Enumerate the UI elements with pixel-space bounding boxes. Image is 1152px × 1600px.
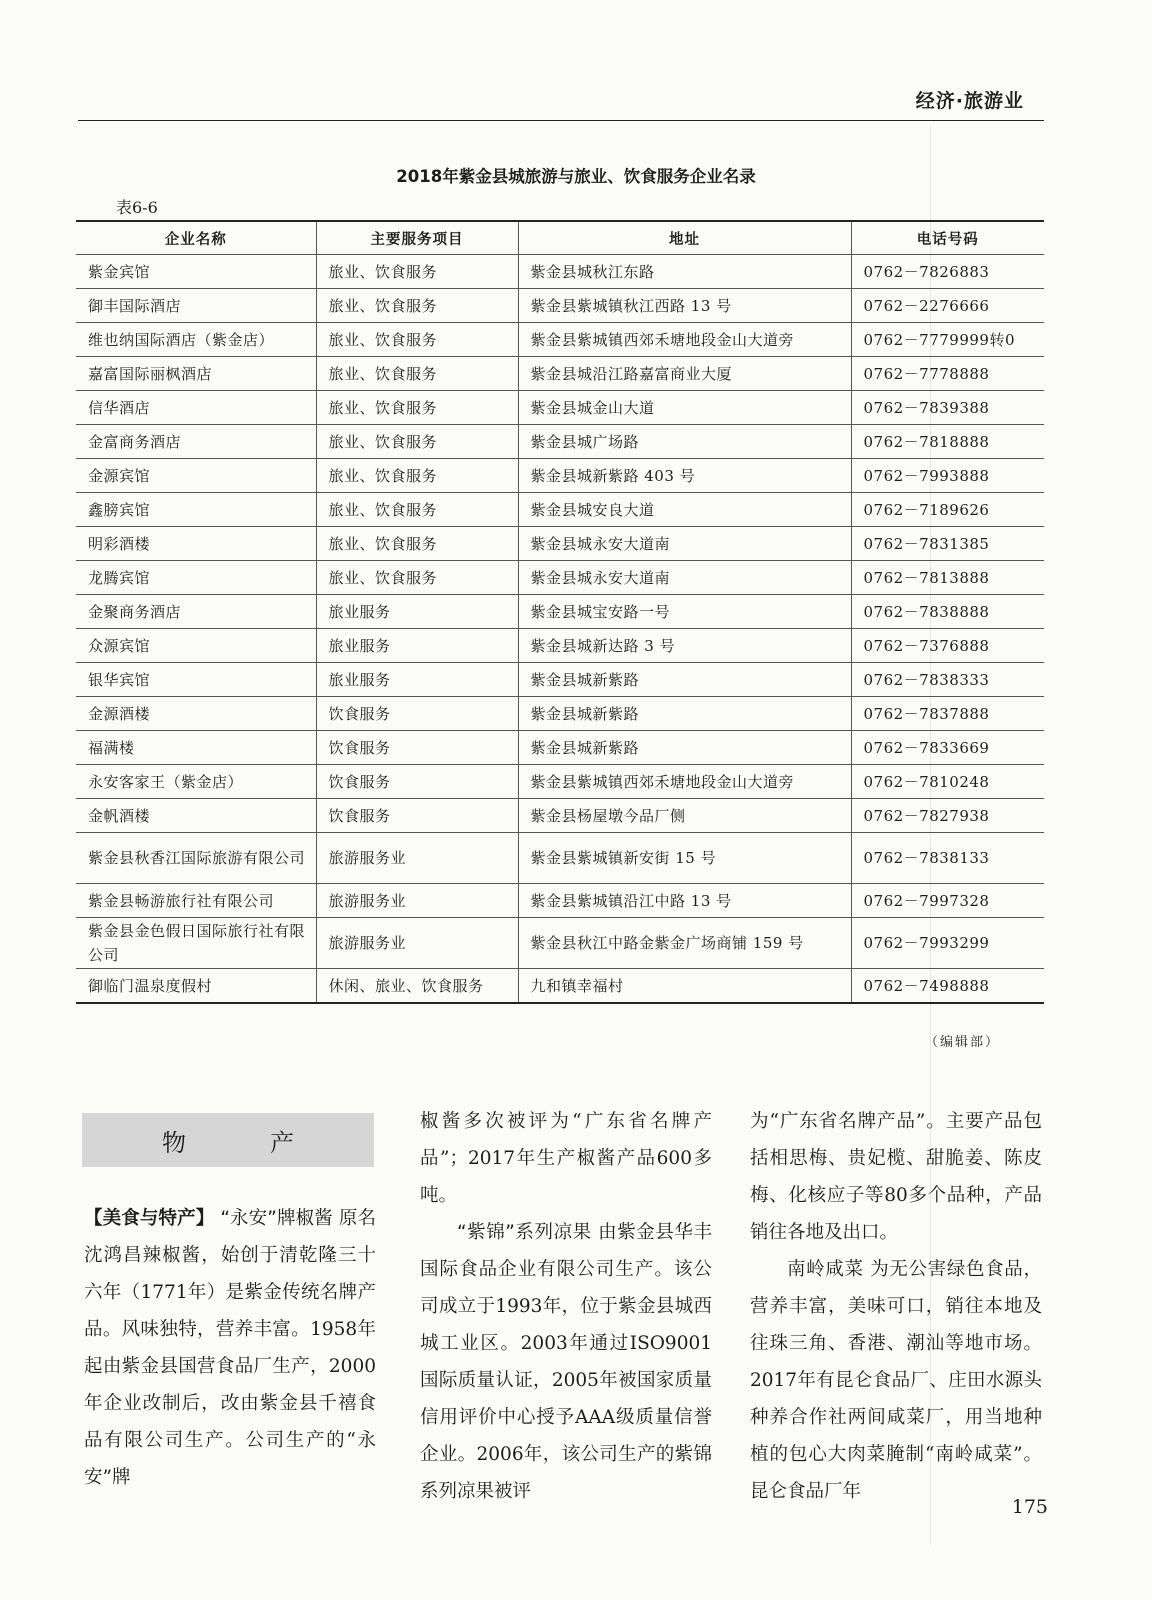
table-cell: 0762－7810248 xyxy=(851,765,1044,799)
table-cell: 饮食服务 xyxy=(316,697,518,731)
table-row xyxy=(76,663,1044,697)
table-cell: 鑫膀宾馆 xyxy=(76,493,316,527)
column-header: 地址 xyxy=(518,221,851,255)
table-label: 表6-6 xyxy=(116,198,158,217)
table-cell: 紫金县城新紫路 xyxy=(518,663,851,697)
table-cell: 众源宾馆 xyxy=(76,629,316,663)
table-cell: 紫金县紫城镇秋江西路 13 号 xyxy=(518,289,851,323)
table-cell: 紫金县城永安大道南 xyxy=(518,561,851,595)
table-cell: 0762－7997328 xyxy=(851,884,1044,918)
table-cell: 紫金县紫城镇西郊禾塘地段金山大道旁 xyxy=(518,323,851,357)
table-cell: 0762－7839388 xyxy=(851,391,1044,425)
table-cell: 维也纳国际酒店（紫金店） xyxy=(76,323,316,357)
table-row xyxy=(76,289,1044,323)
table-cell: 紫金县城秋江东路 xyxy=(518,255,851,289)
table-cell: 旅业、饮食服务 xyxy=(316,391,518,425)
table-cell: 旅业、饮食服务 xyxy=(316,561,518,595)
table-row xyxy=(76,884,1044,918)
table-cell: 紫金县紫城镇新安街 15 号 xyxy=(518,833,851,884)
table-cell: 旅业服务 xyxy=(316,629,518,663)
table-cell: 0762－7376888 xyxy=(851,629,1044,663)
table-cell: 旅业、饮食服务 xyxy=(316,459,518,493)
column-header: 电话号码 xyxy=(851,221,1044,255)
table-cell: 紫金县秋香江国际旅游有限公司 xyxy=(76,833,316,884)
table-cell: 旅业、饮食服务 xyxy=(316,323,518,357)
table-cell: 饮食服务 xyxy=(316,731,518,765)
table-cell: 御临门温泉度假村 xyxy=(76,969,316,1004)
table-row xyxy=(76,595,1044,629)
table-cell: 永安客家王（紫金店） xyxy=(76,765,316,799)
table-row xyxy=(76,629,1044,663)
table-cell: 紫金县城宝安路一号 xyxy=(518,595,851,629)
table-row xyxy=(76,731,1044,765)
table-cell: 旅业、饮食服务 xyxy=(316,425,518,459)
table-cell: 紫金县城安良大道 xyxy=(518,493,851,527)
table-cell: 紫金县金色假日国际旅行社有限公司 xyxy=(76,918,316,969)
table-row xyxy=(76,527,1044,561)
table-cell: 紫金县杨屋墩今品厂侧 xyxy=(518,799,851,833)
table-cell: 0762－7498888 xyxy=(851,969,1044,1004)
table-cell: 银华宾馆 xyxy=(76,663,316,697)
table-cell: 紫金县城沿江路嘉富商业大厦 xyxy=(518,357,851,391)
text-column-2 xyxy=(420,1103,712,1510)
table-row xyxy=(76,459,1044,493)
paragraph: 为无公害绿色食品，营养丰富，美味可口，销往本地及往珠三角、香港、潮汕等地市场。2017年有昆仑食品厂、庄田水源头种养合作社两间咸菜厂，用当地种植的包心大肉菜腌制“南岭咸菜”。昆仑食品厂年 xyxy=(750,1259,1042,1502)
table-cell: 金源宾馆 xyxy=(76,459,316,493)
table-title: 2018年紫金县城旅游与旅业、饮食服务企业名录 xyxy=(396,167,756,186)
table-cell: 0762－7838133 xyxy=(851,833,1044,884)
table-cell: 紫金县畅游旅行社有限公司 xyxy=(76,884,316,918)
table-cell: 0762－7838333 xyxy=(851,663,1044,697)
table-cell: 饮食服务 xyxy=(316,799,518,833)
table-cell: 紫金县城广场路 xyxy=(518,425,851,459)
table-cell: 0762－7993888 xyxy=(851,459,1044,493)
table-row xyxy=(76,391,1044,425)
table-cell: 紫金县紫城镇西郊禾塘地段金山大道旁 xyxy=(518,765,851,799)
table-cell: 0762－7779999转0 xyxy=(851,323,1044,357)
table-body xyxy=(76,255,1044,1004)
table-cell: 0762－7993299 xyxy=(851,918,1044,969)
table-cell: 九和镇幸福村 xyxy=(518,969,851,1004)
paragraph: 为“广东省名牌产品”。主要产品包括相思梅、贵妃榄、甜脆姜、陈皮梅、化核应子等80多个品种，产品销往各地及出口。 xyxy=(750,1111,1042,1243)
table-cell: 0762－7778888 xyxy=(851,357,1044,391)
table-row xyxy=(76,833,1044,884)
table-cell: 0762－7827938 xyxy=(851,799,1044,833)
table-row xyxy=(76,425,1044,459)
table-cell: 龙腾宾馆 xyxy=(76,561,316,595)
table-cell: 金富商务酒店 xyxy=(76,425,316,459)
table-cell: 福满楼 xyxy=(76,731,316,765)
table-row xyxy=(76,918,1044,969)
table-cell: 紫金县城金山大道 xyxy=(518,391,851,425)
text-column-1 xyxy=(84,1200,376,1496)
table-cell: 0762－7189626 xyxy=(851,493,1044,527)
item-keyword: “紫锦”系列凉果 xyxy=(457,1222,592,1243)
table-row xyxy=(76,255,1044,289)
table-row xyxy=(76,969,1044,1004)
table-cell: 紫金县城永安大道南 xyxy=(518,527,851,561)
table-cell: 旅业、饮食服务 xyxy=(316,357,518,391)
table-cell: 旅业、饮食服务 xyxy=(316,255,518,289)
paragraph: 原名沈鸿昌辣椒酱，始创于清乾隆三十六年（1771年）是紫金传统名牌产品。风味独特，营养丰富。1958年起由紫金县国营食品厂生产，2000年企业改制后，改由紫金县千禧食品有限公司生产。公司生产的“永安”牌 xyxy=(84,1208,376,1488)
table-cell: 0762－7831385 xyxy=(851,527,1044,561)
table-cell: 休闲、旅业、饮食服务 xyxy=(316,969,518,1004)
table-cell: 金源酒楼 xyxy=(76,697,316,731)
credit: （编辑部） xyxy=(924,1035,1000,1050)
table-cell: 紫金县城新紫路 403 号 xyxy=(518,459,851,493)
table-cell: 紫金县城新达路 3 号 xyxy=(518,629,851,663)
table-cell: 旅业服务 xyxy=(316,663,518,697)
table-cell: 旅业服务 xyxy=(316,595,518,629)
header-rule xyxy=(78,120,1044,121)
table-cell: 紫金县紫城镇沿江中路 13 号 xyxy=(518,884,851,918)
table-row xyxy=(76,323,1044,357)
table-cell: 明彩酒楼 xyxy=(76,527,316,561)
table-cell: 嘉富国际丽枫酒店 xyxy=(76,357,316,391)
paragraph: 由紫金县华丰国际食品企业有限公司生产。该公司成立于1993年，位于紫金县城西城工业区。2003年通过ISO9001国际质量认证，2005年被国家质量信用评价中心授予AAA级质量信誉企业。2006年，该公司生产的紫锦系列凉果被评 xyxy=(420,1222,712,1502)
table-row xyxy=(76,697,1044,731)
table-cell: 旅游服务业 xyxy=(316,918,518,969)
table-cell: 饮食服务 xyxy=(316,765,518,799)
table-header-row xyxy=(76,221,1044,255)
page-number: 175 xyxy=(1011,1496,1048,1518)
table-row xyxy=(76,357,1044,391)
section-heading: 物 产 xyxy=(82,1113,374,1167)
table-cell: 0762－2276666 xyxy=(851,289,1044,323)
table-cell: 0762－7813888 xyxy=(851,561,1044,595)
table-cell: 金聚商务酒店 xyxy=(76,595,316,629)
table-cell: 旅游服务业 xyxy=(316,884,518,918)
section-marker: 【美食与特产】 xyxy=(84,1208,215,1229)
table-cell: 御丰国际酒店 xyxy=(76,289,316,323)
table-cell: 紫金宾馆 xyxy=(76,255,316,289)
table-cell: 紫金县城新紫路 xyxy=(518,697,851,731)
item-keyword: “永安”牌椒酱 xyxy=(220,1208,333,1229)
running-header: 经济·旅游业 xyxy=(915,90,1024,112)
table-cell: 0762－7826883 xyxy=(851,255,1044,289)
table-cell: 信华酒店 xyxy=(76,391,316,425)
column-header: 企业名称 xyxy=(76,221,316,255)
table-row xyxy=(76,765,1044,799)
table-row xyxy=(76,561,1044,595)
item-keyword: 南岭咸菜 xyxy=(787,1259,864,1280)
text-column-3 xyxy=(750,1103,1042,1510)
table-cell: 0762－7818888 xyxy=(851,425,1044,459)
table-cell: 旅游服务业 xyxy=(316,833,518,884)
table-cell: 紫金县城新紫路 xyxy=(518,731,851,765)
paragraph: 椒酱多次被评为“广东省名牌产品”；2017年生产椒酱产品600多吨。 xyxy=(420,1111,712,1206)
table-cell: 0762－7833669 xyxy=(851,731,1044,765)
table-cell: 旅业、饮食服务 xyxy=(316,527,518,561)
table-row xyxy=(76,799,1044,833)
directory-table xyxy=(76,220,1044,1004)
table-cell: 0762－7838888 xyxy=(851,595,1044,629)
table-cell: 旅业、饮食服务 xyxy=(316,289,518,323)
table-cell: 金帆酒楼 xyxy=(76,799,316,833)
table-cell: 0762－7837888 xyxy=(851,697,1044,731)
table-row xyxy=(76,493,1044,527)
table-cell: 旅业、饮食服务 xyxy=(316,493,518,527)
table-cell: 紫金县秋江中路金紫金广场商铺 159 号 xyxy=(518,918,851,969)
column-header: 主要服务项目 xyxy=(316,221,518,255)
